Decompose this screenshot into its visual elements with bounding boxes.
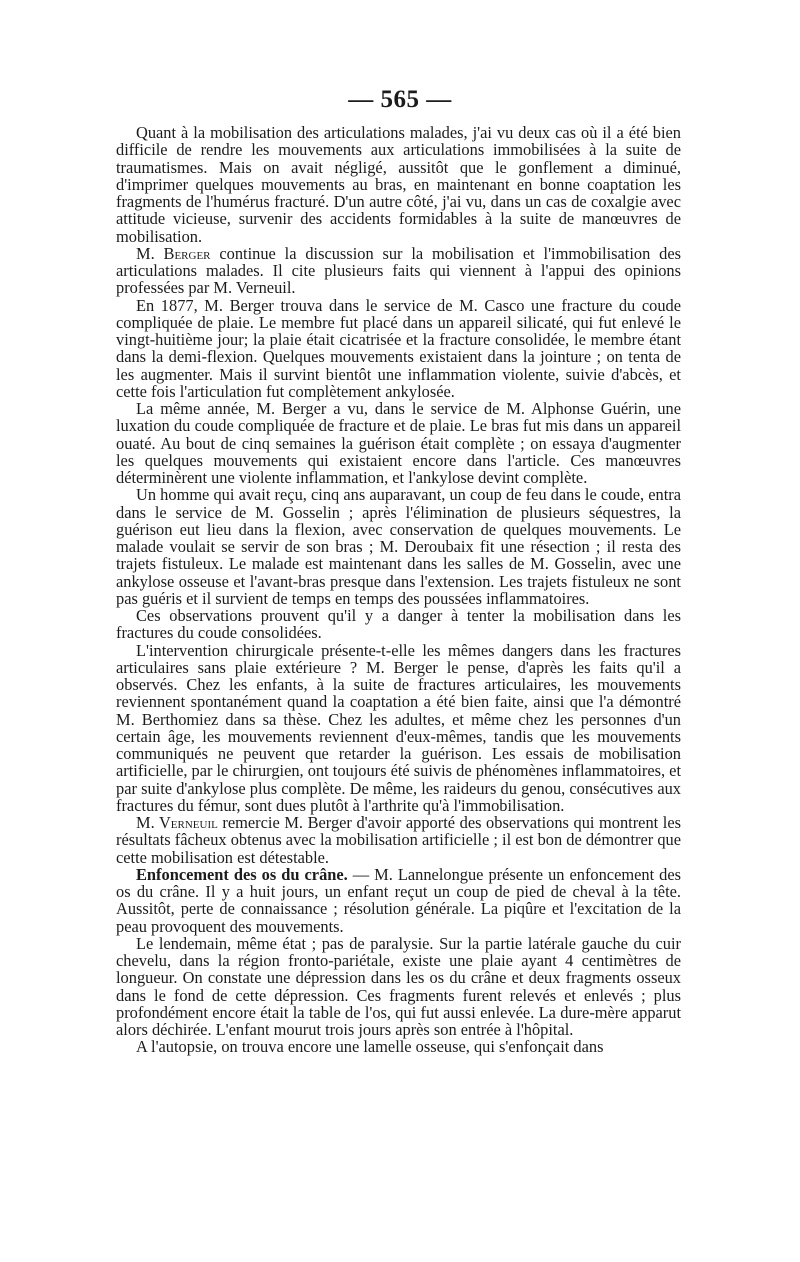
- paragraph-text: Quant à la mobilisation des articulations malades, j'ai vu deux cas où il a été bien difficile de rendre les mouvements aux articulations immobilisées à la suite de traumatismes. Mais on avait négligé, aussitôt que le gonflement a diminué, d'imprimer quelques mouvements au bras, en maintenant en bonne coaptation les fragments de l'humérus fracturé. D'un autre côté, j'ai vu, dans un cas de coxalgie avec attitude vicieuse, survenir des accidents formidables à la suite de manœuvres de mobilisation.: [116, 123, 681, 246]
- paragraph: [116, 607, 681, 642]
- paragraph: [116, 814, 681, 866]
- paragraph: [116, 400, 681, 486]
- section-headline: Enfoncement des os du crâne.: [136, 864, 348, 884]
- paragraph-text: L'intervention chirurgicale présente-t-elle les mêmes dangers dans les fractures articulaires sans plaie extérieure ? M. Berger le pense, d'après les faits qu'il a observés. Chez les enfants, à la suite de fractures articulaires, les mouvements reviennent spontanément quand la coaptation a été bien faite, ainsi que l'a démontré M. Berthomiez dans sa thèse. Chez les adultes, et même chez les personnes d'un certain âge, les mouvements reviennent d'eux-mêmes, tandis que les mouvements communiqués ne peuvent que retarder la guérison. Les essais de mobilisation artificielle, par le chirurgien, ont toujours été suivis de phénomènes inflammatoires, et par suite d'ankylose plus complète. De même, les raideurs du genou, consécutives aux fractures du fémur, sont dues plutôt à l'arthrite qu'à l'immobilisation.: [116, 640, 682, 815]
- paragraph: [116, 297, 681, 401]
- page-number: — 565 —: [348, 86, 452, 113]
- paragraph-text: La même année, M. Berger a vu, dans le service de M. Alphonse Guérin, une luxation du coude compliquée de fracture et de plaie. Le bras fut mis dans un appareil ouaté. Au bout de cinq semaines la guérison était complète ; on essaya d'augmenter les quelques mouvements qui existaient encore dans l'article. Ces manœuvres déterminèrent une violente inflammation, et l'ankylose devint complète.: [116, 399, 681, 487]
- text-column: [116, 124, 681, 1056]
- paragraph-text: Ces observations prouvent qu'il y a danger à tenter la mobilisation dans les fractures du coude consolidées.: [116, 606, 681, 643]
- paragraph-text: — M. Lannelongue présente un enfoncement des os du crâne. Il y a huit jours, un enfant reçut un coup de pied de cheval à la tête. Aussitôt, perte de connaissance ; résolution générale. La piqûre et l'excitation de la peau provoquent des mouvements.: [116, 864, 681, 936]
- speaker-name: M. Verneuil: [136, 813, 218, 832]
- paragraph-text: A l'autopsie, on trouva encore une lamelle osseuse, qui s'enfonçait dans: [136, 1037, 604, 1057]
- paragraph: [116, 1038, 681, 1055]
- paragraph-text: continue la discussion sur la mobilisation et l'immobilisation des articulations malades. Il cite plusieurs faits qui viennent à l'appui des opinions professées par M. Verneuil.: [116, 243, 681, 298]
- paragraph: [116, 935, 681, 1039]
- paragraph: [116, 866, 681, 935]
- paragraph: [116, 486, 681, 607]
- paragraph: [116, 124, 681, 245]
- paragraph-text: Un homme qui avait reçu, cinq ans auparavant, un coup de feu dans le coude, entra dans le service de M. Gosselin ; après l'élimination de plusieurs séquestres, la guérison eut lieu dans la flexion, avec conservation de quelques mouvements. Le malade voulait se servir de son bras ; M. Deroubaix fit une résection ; il resta des trajets fistuleux. Le malade est maintenant dans les salles de M. Gosselin, avec une ankylose osseuse et l'avant-bras presque dans l'extension. Les trajets fistuleux ne sont pas guéris et il survient de temps en temps des poussées inflammatoires.: [116, 485, 681, 608]
- paragraph-text: En 1877, M. Berger trouva dans le service de M. Casco une fracture du coude compliquée de plaie. Le membre fut placé dans un appareil silicaté, qui fut enlevé le vingt-huitième jour; la plaie était cicatrisée et la fracture consolidée, le membre étant dans la demi-flexion. Quelques mouvements existaient dans la jointure ; on tenta de les augmenter. Mais il survint bientôt une inflammation violente, suivie d'abcès, et cette fois l'articulation fut complètement ankylosée.: [116, 295, 681, 401]
- paragraph: [116, 642, 681, 815]
- paragraph-text: Le lendemain, même état ; pas de paralysie. Sur la partie latérale gauche du cuir chevelu, dans la région fronto-pariétale, existe une plaie ayant 4 centimètres de longueur. On constate une dépression dans les os du crâne et deux fragments osseux dans le fond de cette dépression. Ces fragments furent relevés et enlevés ; plus profondément encore était la table de l'os, qui fut aussi enlevée. La dure-mère apparut alors déchirée. L'enfant mourut trois jours après son entrée à l'hôpital.: [116, 933, 681, 1039]
- paragraph-text: remercie M. Berger d'avoir apporté des observations qui montrent les résultats fâcheux obtenus avec la mobilisation artificielle ; il est bon de démontrer que cette mobilisation est détestable.: [116, 813, 681, 867]
- speaker-name: M. Berger: [136, 243, 211, 263]
- paragraph: [116, 245, 681, 297]
